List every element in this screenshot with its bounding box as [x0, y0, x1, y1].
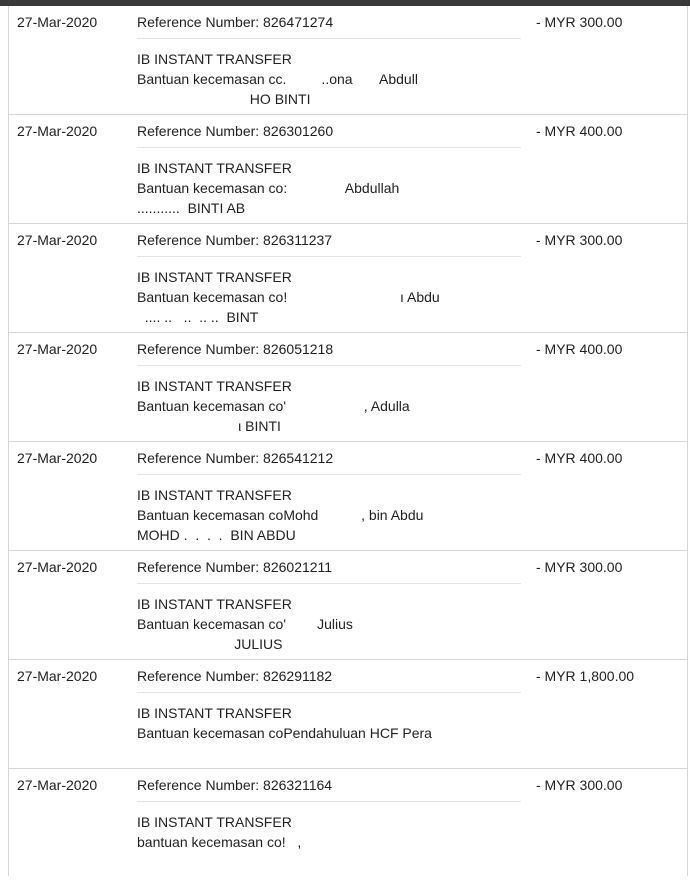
- transaction-date: 27-Mar-2020: [17, 14, 98, 30]
- transaction-amount: - MYR 400.00: [536, 341, 623, 357]
- transaction-details: [137, 123, 521, 218]
- description-line: bantuan kecemasan co! ,: [137, 834, 302, 850]
- transaction-details: [137, 450, 521, 545]
- transaction-amount: - MYR 400.00: [536, 450, 623, 466]
- transfer-type: IB INSTANT TRANSFER: [137, 487, 292, 503]
- transaction-details: [137, 777, 521, 852]
- transaction-description: [137, 703, 521, 743]
- transaction-date: 27-Mar-2020: [17, 777, 98, 793]
- transaction-row: [9, 115, 687, 224]
- transaction-description: [137, 376, 521, 436]
- transaction-list: [8, 6, 688, 876]
- transaction-row: [9, 6, 687, 115]
- transfer-type: IB INSTANT TRANSFER: [137, 705, 292, 721]
- reference-number: Reference Number: 826311237: [137, 232, 521, 257]
- transaction-amount: - MYR 300.00: [536, 232, 623, 248]
- transaction-description: [137, 485, 521, 545]
- reference-number: Reference Number: 826291182: [137, 668, 521, 693]
- transaction-date: 27-Mar-2020: [17, 123, 98, 139]
- description-line: ι BINTI: [137, 418, 281, 434]
- transaction-amount: - MYR 300.00: [536, 14, 623, 30]
- transaction-details: [137, 232, 521, 327]
- transaction-amount: - MYR 400.00: [536, 123, 623, 139]
- transaction-row: [9, 442, 687, 551]
- reference-number: Reference Number: 826301260: [137, 123, 521, 148]
- transaction-row: [9, 769, 687, 876]
- description-line: JULIUS: [137, 636, 283, 652]
- transaction-description: [137, 49, 521, 109]
- transaction-row: [9, 660, 687, 769]
- transfer-type: IB INSTANT TRANSFER: [137, 378, 292, 394]
- description-line: MOHD . . . . BIN ABDU: [137, 527, 296, 543]
- transfer-type: IB INSTANT TRANSFER: [137, 814, 292, 830]
- reference-number: Reference Number: 826541212: [137, 450, 521, 475]
- description-line: Bantuan kecemasan co' Julius: [137, 616, 353, 632]
- transaction-description: [137, 594, 521, 654]
- transaction-details: [137, 559, 521, 654]
- transaction-date: 27-Mar-2020: [17, 341, 98, 357]
- description-line: Bantuan kecemasan coPendahuluan HCF Pera: [137, 725, 432, 741]
- transaction-amount: - MYR 1,800.00: [536, 668, 635, 684]
- description-line: Bantuan kecemasan coMohd , bin Abdu: [137, 507, 424, 523]
- transaction-description: [137, 267, 521, 327]
- transaction-row: [9, 333, 687, 442]
- transaction-amount: - MYR 300.00: [536, 777, 623, 793]
- transaction-row: [9, 224, 687, 333]
- transaction-details: [137, 341, 521, 436]
- reference-number: Reference Number: 826051218: [137, 341, 521, 366]
- transaction-description: [137, 158, 521, 218]
- reference-number: Reference Number: 826471274: [137, 14, 521, 39]
- description-line: ........... BINTI AB: [137, 200, 246, 216]
- description-line: Bantuan kecemasan co' , Adulla: [137, 398, 410, 414]
- transaction-details: [137, 14, 521, 109]
- transfer-type: IB INSTANT TRANSFER: [137, 160, 292, 176]
- transaction-date: 27-Mar-2020: [17, 559, 98, 575]
- transaction-amount: - MYR 300.00: [536, 559, 623, 575]
- description-line: HO BINTI: [137, 91, 311, 107]
- transaction-description: [137, 812, 521, 852]
- transaction-date: 27-Mar-2020: [17, 668, 98, 684]
- transfer-type: IB INSTANT TRANSFER: [137, 596, 292, 612]
- transaction-row: [9, 551, 687, 660]
- transfer-type: IB INSTANT TRANSFER: [137, 269, 292, 285]
- reference-number: Reference Number: 826021211: [137, 559, 521, 584]
- description-line: Bantuan kecemasan co: Abdullah: [137, 180, 400, 196]
- description-line: Bantuan kecemasan cc. ..ona Abdull: [137, 71, 418, 87]
- reference-number: Reference Number: 826321164: [137, 777, 521, 802]
- description-line: .... .. .. .. .. BINT: [137, 309, 259, 325]
- transaction-details: [137, 668, 521, 743]
- transaction-date: 27-Mar-2020: [17, 450, 98, 466]
- transaction-date: 27-Mar-2020: [17, 232, 98, 248]
- description-line: Bantuan kecemasan co! ı Abdu: [137, 289, 440, 305]
- transfer-type: IB INSTANT TRANSFER: [137, 51, 292, 67]
